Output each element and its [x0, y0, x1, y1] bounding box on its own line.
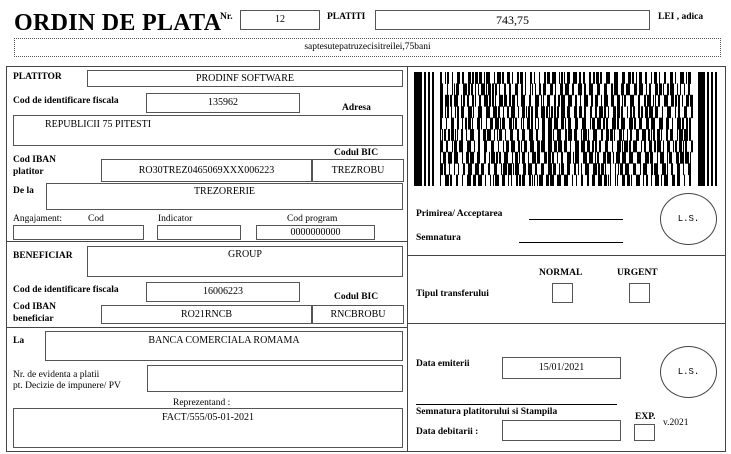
exp-checkbox[interactable]	[634, 424, 655, 441]
tipul-label: Tipul transferului	[416, 289, 489, 299]
reprezentand-label: Reprezentand :	[173, 398, 231, 408]
payer-address-value: REPUBLICII 75 PITESTI	[44, 119, 152, 130]
beneficiary-iban-label-2: beneficiar	[13, 314, 54, 324]
beneficiary-bank-value: BANCA COMERCIALA ROMAMA	[148, 335, 300, 346]
payer-cif-label: Cod de identificare fiscala	[13, 96, 119, 106]
payer-address-field[interactable]	[13, 115, 403, 146]
reprezentand-field[interactable]	[13, 408, 403, 448]
indicator-field[interactable]	[157, 225, 241, 240]
beneficiary-cif-field[interactable]: 16006223	[146, 282, 300, 302]
payer-dela-value: TREZORERIE	[193, 186, 256, 197]
payer-iban-label-1: Cod IBAN	[13, 155, 57, 165]
payer-address-label: Adresa	[342, 103, 371, 113]
data-debitarii-field[interactable]	[502, 420, 621, 441]
beneficiary-iban-field[interactable]: RO21RNCB	[101, 305, 312, 324]
beneficiary-name-field[interactable]	[87, 246, 403, 277]
semnatura-platitor-line	[416, 404, 617, 405]
beneficiary-name-value: GROUP	[228, 249, 262, 260]
amount-field[interactable]: 743,75	[375, 10, 650, 30]
form-title: ORDIN DE PLATA	[14, 10, 222, 36]
beneficiary-divider	[6, 327, 407, 328]
payer-bic-label: Codul BIC	[334, 148, 379, 158]
right-divider-2	[407, 323, 726, 324]
urgent-checkbox[interactable]	[629, 283, 650, 303]
nr-field[interactable]: 12	[240, 10, 320, 30]
version-label: v.2021	[663, 418, 689, 428]
semnatura-label: Semnatura	[416, 233, 461, 243]
normal-checkbox[interactable]	[552, 283, 573, 303]
data-emiterii-field[interactable]: 15/01/2021	[502, 357, 621, 379]
evidenta-label-2: pt. Decizie de impunere/ PV	[13, 381, 121, 391]
codprogram-label: Cod program	[287, 214, 338, 224]
semnatura-platitor-label: Semnatura platitorului si Stampila	[416, 407, 558, 417]
primire-label: Primirea/ Acceptarea	[416, 209, 503, 219]
payer-section-label: PLATITOR	[13, 72, 62, 82]
middle-divider	[407, 66, 408, 452]
data-emiterii-label: Data emiterii	[416, 359, 470, 369]
codprogram-field[interactable]: 0000000000	[256, 225, 375, 240]
payer-iban-label-2: platitor	[13, 167, 44, 177]
nr-label: Nr.	[220, 12, 233, 22]
payer-cif-field[interactable]: 135962	[146, 93, 300, 113]
beneficiary-la-label: La	[13, 336, 25, 346]
payer-divider	[6, 241, 407, 242]
reprezentand-value: FACT/555/05-01-2021	[161, 412, 255, 423]
pdf417-barcode	[414, 72, 720, 186]
data-debitarii-label: Data debitarii :	[416, 427, 479, 437]
beneficiary-section-label: BENEFICIAR	[13, 251, 73, 261]
urgent-label: URGENT	[617, 268, 658, 278]
payer-bic-field[interactable]: TREZROBU	[312, 159, 404, 182]
angajament-label: Angajament:	[13, 214, 63, 224]
currency-label: LEI , adica	[658, 12, 704, 22]
right-divider-1	[407, 255, 726, 256]
beneficiary-bic-label: Codul BIC	[334, 292, 379, 302]
normal-label: NORMAL	[539, 268, 583, 278]
payer-name-field[interactable]: PRODINF SOFTWARE	[87, 70, 403, 87]
beneficiary-bic-field[interactable]: RNCBROBU	[312, 305, 404, 324]
platiti-label: PLATITI	[327, 12, 366, 22]
payer-dela-field[interactable]	[46, 183, 403, 210]
ls-stamp-circle-2: L.S.	[660, 346, 717, 398]
payer-dela-label: De la	[13, 186, 34, 196]
cod-field[interactable]	[13, 225, 144, 240]
cod-label: Cod	[88, 214, 104, 224]
evidenta-field[interactable]	[147, 365, 403, 392]
beneficiary-cif-label: Cod de identificare fiscala	[13, 285, 119, 295]
indicator-label: Indicator	[158, 214, 193, 224]
evidenta-label-1: Nr. de evidenta a platii	[13, 370, 100, 380]
amount-words-field[interactable]: saptesutepatruzecisitreilei,75bani	[14, 38, 721, 57]
beneficiary-bank-field[interactable]	[45, 331, 403, 361]
beneficiary-iban-label-1: Cod IBAN	[13, 302, 57, 312]
semnatura-signature-line	[519, 242, 623, 243]
payer-iban-field[interactable]: RO30TREZ0465069XXX006223	[101, 159, 312, 182]
ls-stamp-circle-1: L.S.	[660, 193, 717, 245]
primire-signature-line	[529, 219, 623, 220]
exp-label: EXP.	[635, 412, 656, 422]
